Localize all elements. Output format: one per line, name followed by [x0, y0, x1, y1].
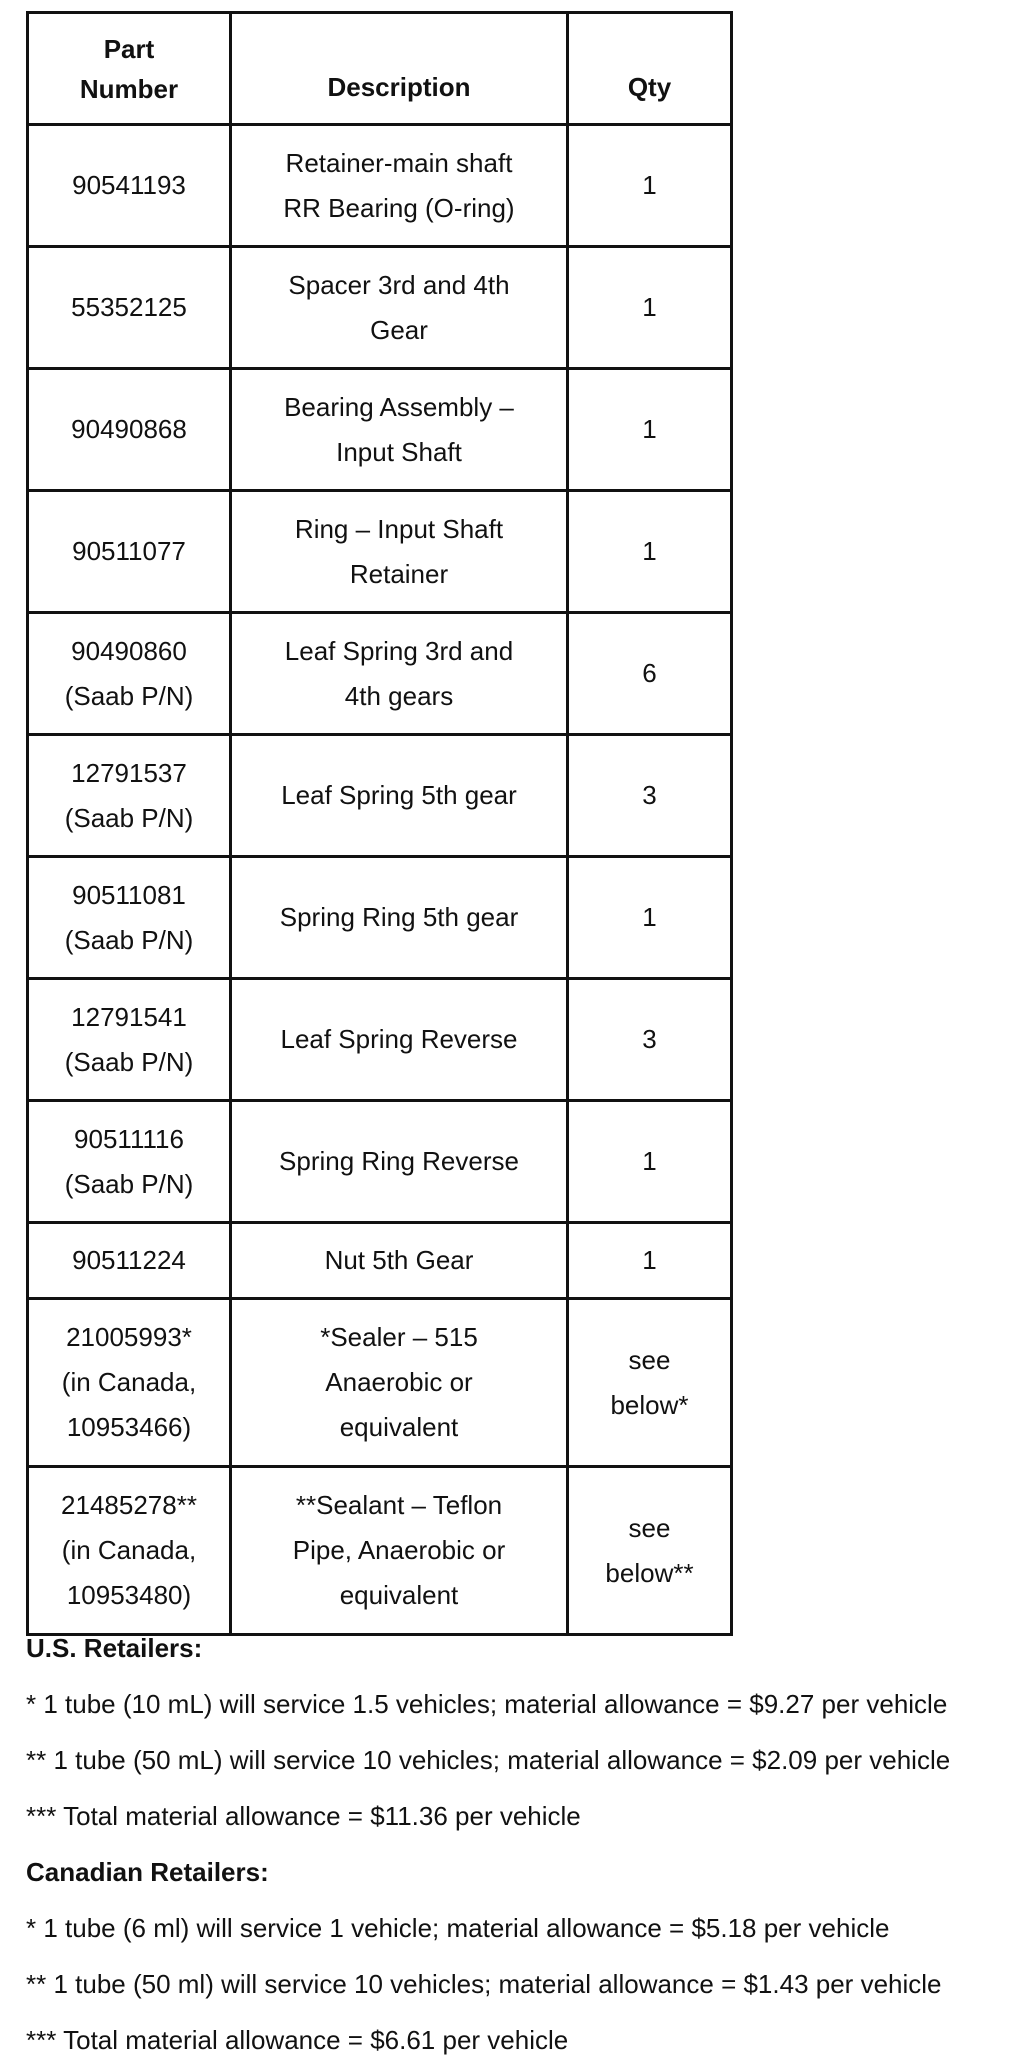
- part-number-cell: 12791537 (Saab P/N): [28, 735, 231, 857]
- table-row: [28, 1299, 732, 1467]
- table-row: [28, 1467, 732, 1635]
- us-note-line: * 1 tube (10 mL) will service 1.5 vehicles; material allowance = $9.27 per vehicle: [26, 1689, 948, 1719]
- description-cell: *Sealer – 515 Anaerobic or equivalent: [231, 1299, 568, 1467]
- qty-cell: 6: [568, 613, 732, 735]
- table-row: [28, 491, 732, 613]
- part-number-cell: 90511077: [28, 491, 231, 613]
- table-row: [28, 247, 732, 369]
- part-number-cell: 90511116 (Saab P/N): [28, 1101, 231, 1223]
- part-number-cell: 12791541 (Saab P/N): [28, 979, 231, 1101]
- qty-cell: 3: [568, 735, 732, 857]
- part-number-cell: 90511224: [28, 1223, 231, 1299]
- us-note-line: *** Total material allowance = $11.36 per vehicle: [26, 1801, 581, 1831]
- part-number-cell: 90490860 (Saab P/N): [28, 613, 231, 735]
- description-cell: Ring – Input Shaft Retainer: [231, 491, 568, 613]
- table-row: [28, 369, 732, 491]
- canada-note-line: ** 1 tube (50 ml) will service 10 vehicles; material allowance = $1.43 per vehicle: [26, 1969, 942, 1999]
- parts-table-body: [28, 125, 732, 1635]
- table-row: [28, 857, 732, 979]
- qty-cell: 3: [568, 979, 732, 1101]
- qty-cell: see below*: [568, 1299, 732, 1467]
- part-number-cell: 90541193: [28, 125, 231, 247]
- qty-cell: 1: [568, 857, 732, 979]
- parts-table-header: [28, 13, 732, 125]
- qty-cell: 1: [568, 1101, 732, 1223]
- part-number-cell: 90511081 (Saab P/N): [28, 857, 231, 979]
- table-row: [28, 979, 732, 1101]
- description-cell: Spring Ring Reverse: [231, 1101, 568, 1223]
- header-row: [28, 13, 732, 125]
- qty-cell: 1: [568, 491, 732, 613]
- table-row: [28, 735, 732, 857]
- table-row: [28, 1223, 732, 1299]
- us-retailers-heading: U.S. Retailers:: [26, 1633, 203, 1663]
- qty-cell: 1: [568, 369, 732, 491]
- description-cell: **Sealant – Teflon Pipe, Anaerobic or equivalent: [231, 1467, 568, 1635]
- description-cell: Leaf Spring 5th gear: [231, 735, 568, 857]
- description-cell: Spring Ring 5th gear: [231, 857, 568, 979]
- table-row: [28, 1101, 732, 1223]
- table-row: [28, 125, 732, 247]
- header-qty: Qty: [568, 13, 732, 125]
- description-cell: Leaf Spring Reverse: [231, 979, 568, 1101]
- header-part-number: Part Number: [28, 13, 231, 125]
- qty-cell: 1: [568, 125, 732, 247]
- parts-table: [26, 11, 733, 1636]
- table-row: [28, 613, 732, 735]
- canada-note-line: *** Total material allowance = $6.61 per vehicle: [26, 2025, 569, 2055]
- description-cell: Spacer 3rd and 4th Gear: [231, 247, 568, 369]
- description-cell: Leaf Spring 3rd and 4th gears: [231, 613, 568, 735]
- qty-cell: 1: [568, 1223, 732, 1299]
- description-cell: Nut 5th Gear: [231, 1223, 568, 1299]
- qty-cell: 1: [568, 247, 732, 369]
- description-cell: Retainer-main shaft RR Bearing (O-ring): [231, 125, 568, 247]
- description-cell: Bearing Assembly – Input Shaft: [231, 369, 568, 491]
- canadian-retailers-heading: Canadian Retailers:: [26, 1857, 269, 1887]
- us-note-line: ** 1 tube (50 mL) will service 10 vehicles; material allowance = $2.09 per vehicle: [26, 1745, 951, 1775]
- canada-note-line: * 1 tube (6 ml) will service 1 vehicle; material allowance = $5.18 per vehicle: [26, 1913, 890, 1943]
- material-allowance-notes: [26, 1620, 1016, 2068]
- header-description: Description: [231, 13, 568, 125]
- part-number-cell: 21485278** (in Canada, 10953480): [28, 1467, 231, 1635]
- part-number-cell: 55352125: [28, 247, 231, 369]
- part-number-cell: 21005993* (in Canada, 10953466): [28, 1299, 231, 1467]
- qty-cell: see below**: [568, 1467, 732, 1635]
- part-number-cell: 90490868: [28, 369, 231, 491]
